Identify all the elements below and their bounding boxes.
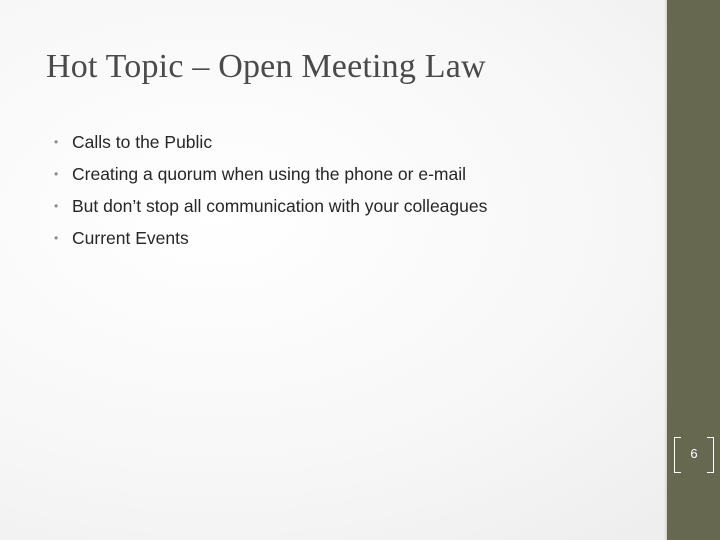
page-number-badge bbox=[674, 437, 714, 475]
bullet-item bbox=[48, 132, 648, 164]
right-bracket-icon bbox=[707, 437, 714, 473]
bullet-text: Calls to the Public bbox=[72, 132, 213, 152]
bullet-dot-icon: • bbox=[54, 135, 59, 149]
bullet-dot-icon: • bbox=[54, 231, 59, 245]
bullet-dot-icon: • bbox=[54, 167, 59, 181]
bullet-text: Current Events bbox=[72, 228, 189, 248]
slide-title: Hot Topic – Open Meeting Law bbox=[46, 48, 486, 85]
bullet-list bbox=[48, 132, 648, 260]
page-number: 6 bbox=[690, 446, 698, 461]
bullet-text: But don’t stop all communication with your colleagues bbox=[72, 196, 488, 216]
bullet-text: Creating a quorum when using the phone or e-mail bbox=[72, 164, 466, 184]
bullet-item bbox=[48, 196, 648, 228]
bullet-item bbox=[48, 164, 648, 196]
bullet-item bbox=[48, 228, 648, 260]
bullet-dot-icon: • bbox=[54, 199, 59, 213]
